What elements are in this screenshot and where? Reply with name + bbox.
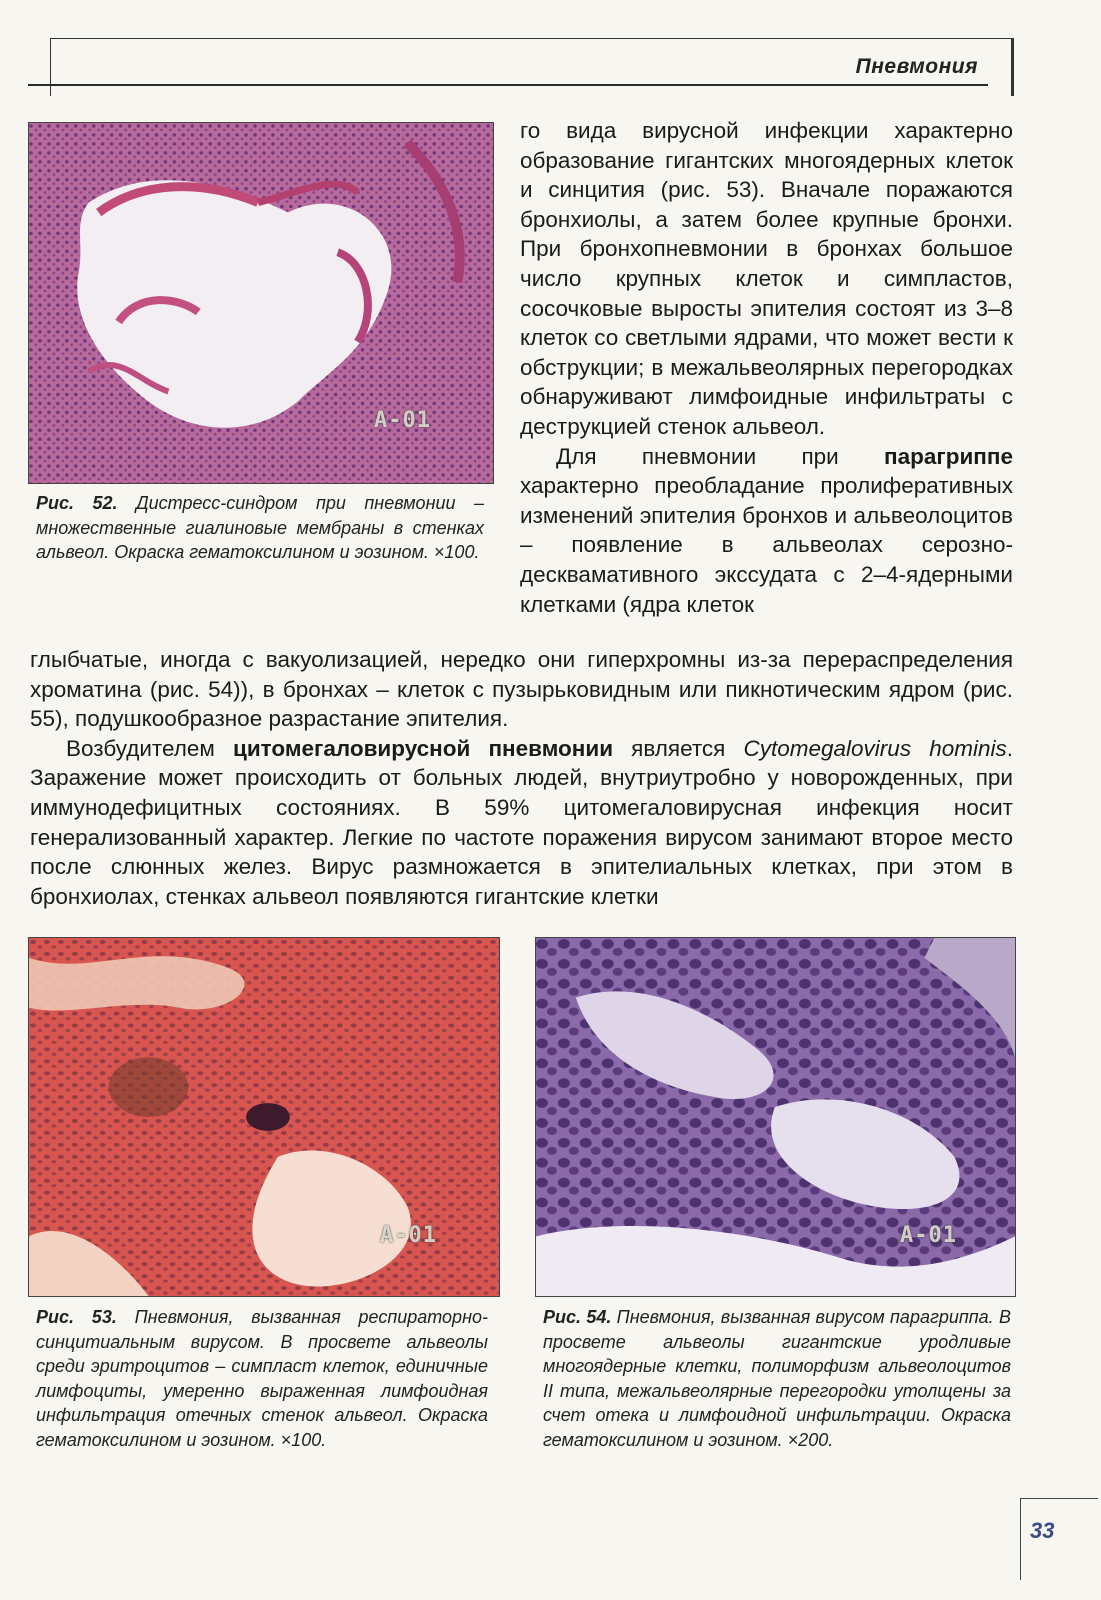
column-text xyxy=(520,116,1013,619)
figure-53-label: A-01 xyxy=(380,1223,437,1248)
full-paragraph-2-mid: является xyxy=(613,735,744,761)
figure-54-caption-number: Рис. 54. xyxy=(543,1307,612,1327)
cmv-species-name: Cytomegalovirus hominis xyxy=(743,735,1007,761)
full-paragraph-1: глыбчатые, иногда с вакуолизацией, нередко они гиперхромны из-за перераспределения хроматина (рис. 54)), в бронхах – клеток с пузырьковидным или пикнотическим ядром (рис. 55), подушкообразное разрастание эпителия. xyxy=(30,647,1013,732)
full-width-text xyxy=(30,645,1013,911)
figure-53-caption-text: Пневмония, вызванная респираторно-синцитиальным вирусом. В просвете альвеолы среди эритроцитов – симпласт клеток, единичные лимфоциты, умеренно выраженная лимфоидная инфильтрация отечных стенок альвеол. Окраска гематоксилином и эозином. ×100. xyxy=(36,1307,488,1450)
cmv-pneumonia-term: цитомегаловирусной пневмонии xyxy=(232,735,614,761)
full-paragraph-2-rest: . Заражение может происходить от больных людей, внутриутробно у новорожденных, при иммунодефицитных состояниях. В 59% цитомегаловирусная инфекция носит генерализованный характер. Легкие по частоте поражения вирусом занимают второе место после слюнных желез. Вирус размножается в эпителиальных клетках, при этом в бронхиолах, стенках альвеол появляются гигантские клетки xyxy=(30,735,1013,909)
column-paragraph-2-rest: характерно преобладание пролиферативных изменений эпителия бронхов и альвеолоцитов – появление в альвеолах серозно-десквамативного экссудата с 2–4-ядерными клетками (ядра клеток xyxy=(520,473,1013,617)
column-paragraph-2 xyxy=(520,442,1013,620)
figure-53-micrograph xyxy=(28,937,500,1297)
figure-53-caption xyxy=(36,1305,488,1452)
figure-54-micrograph xyxy=(535,937,1016,1297)
figure-52-label: A-01 xyxy=(374,408,431,433)
page-number: 33 xyxy=(1030,1518,1055,1543)
figure-53-caption-number: Рис. 53. xyxy=(36,1307,117,1327)
figure-54-caption xyxy=(543,1305,1011,1452)
figure-54-label: A-01 xyxy=(900,1223,957,1248)
figure-54-caption-text: Пневмония, вызванная вирусом парагриппа. В просвете альвеолы гигантские уродливые многоядерные клетки, полиморфизм альвеолоцитов II типа, межальвеолярные перегородки утолщены за счет отека и лимфоидной инфильтрации. Окраска гематоксилином и эозином. ×200. xyxy=(543,1307,1011,1450)
full-paragraph-2 xyxy=(30,734,1013,912)
column-paragraph-1: го вида вирусной инфекции характерно образование гигантских многоядерных клеток и синцития (рис. 53). Вначале поражаются бронхиолы, а затем более крупные бронхи. При бронхопневмонии в бронхах большое число крупных клеток и симпластов, сосочковые выросты эпителия состоят из 3–8 клеток со светлыми ядрами, что может вести к обструкции; в межальвеолярных перегородках обнаруживают лимфоидные инфильтраты с деструкцией стенок альвеол. xyxy=(520,118,1013,439)
figure-52-caption-number: Рис. 52. xyxy=(36,493,118,513)
figure-52-caption-text: Дистресс-синдром при пневмонии – множественные гиалиновые мембраны в стенках альвеол. Окраска гематоксилином и эозином. ×100. xyxy=(36,493,484,562)
figure-52-caption xyxy=(36,491,484,565)
header-side-rule xyxy=(1012,38,1014,96)
header-rule xyxy=(28,84,988,86)
figure-52-micrograph xyxy=(28,122,494,484)
column-paragraph-2-start: Для пневмонии при xyxy=(556,443,884,469)
full-paragraph-2-start: Возбудителем xyxy=(66,735,233,761)
running-header-title: Пневмония xyxy=(855,55,978,78)
parainfluenza-term: парагриппе xyxy=(883,443,1013,469)
